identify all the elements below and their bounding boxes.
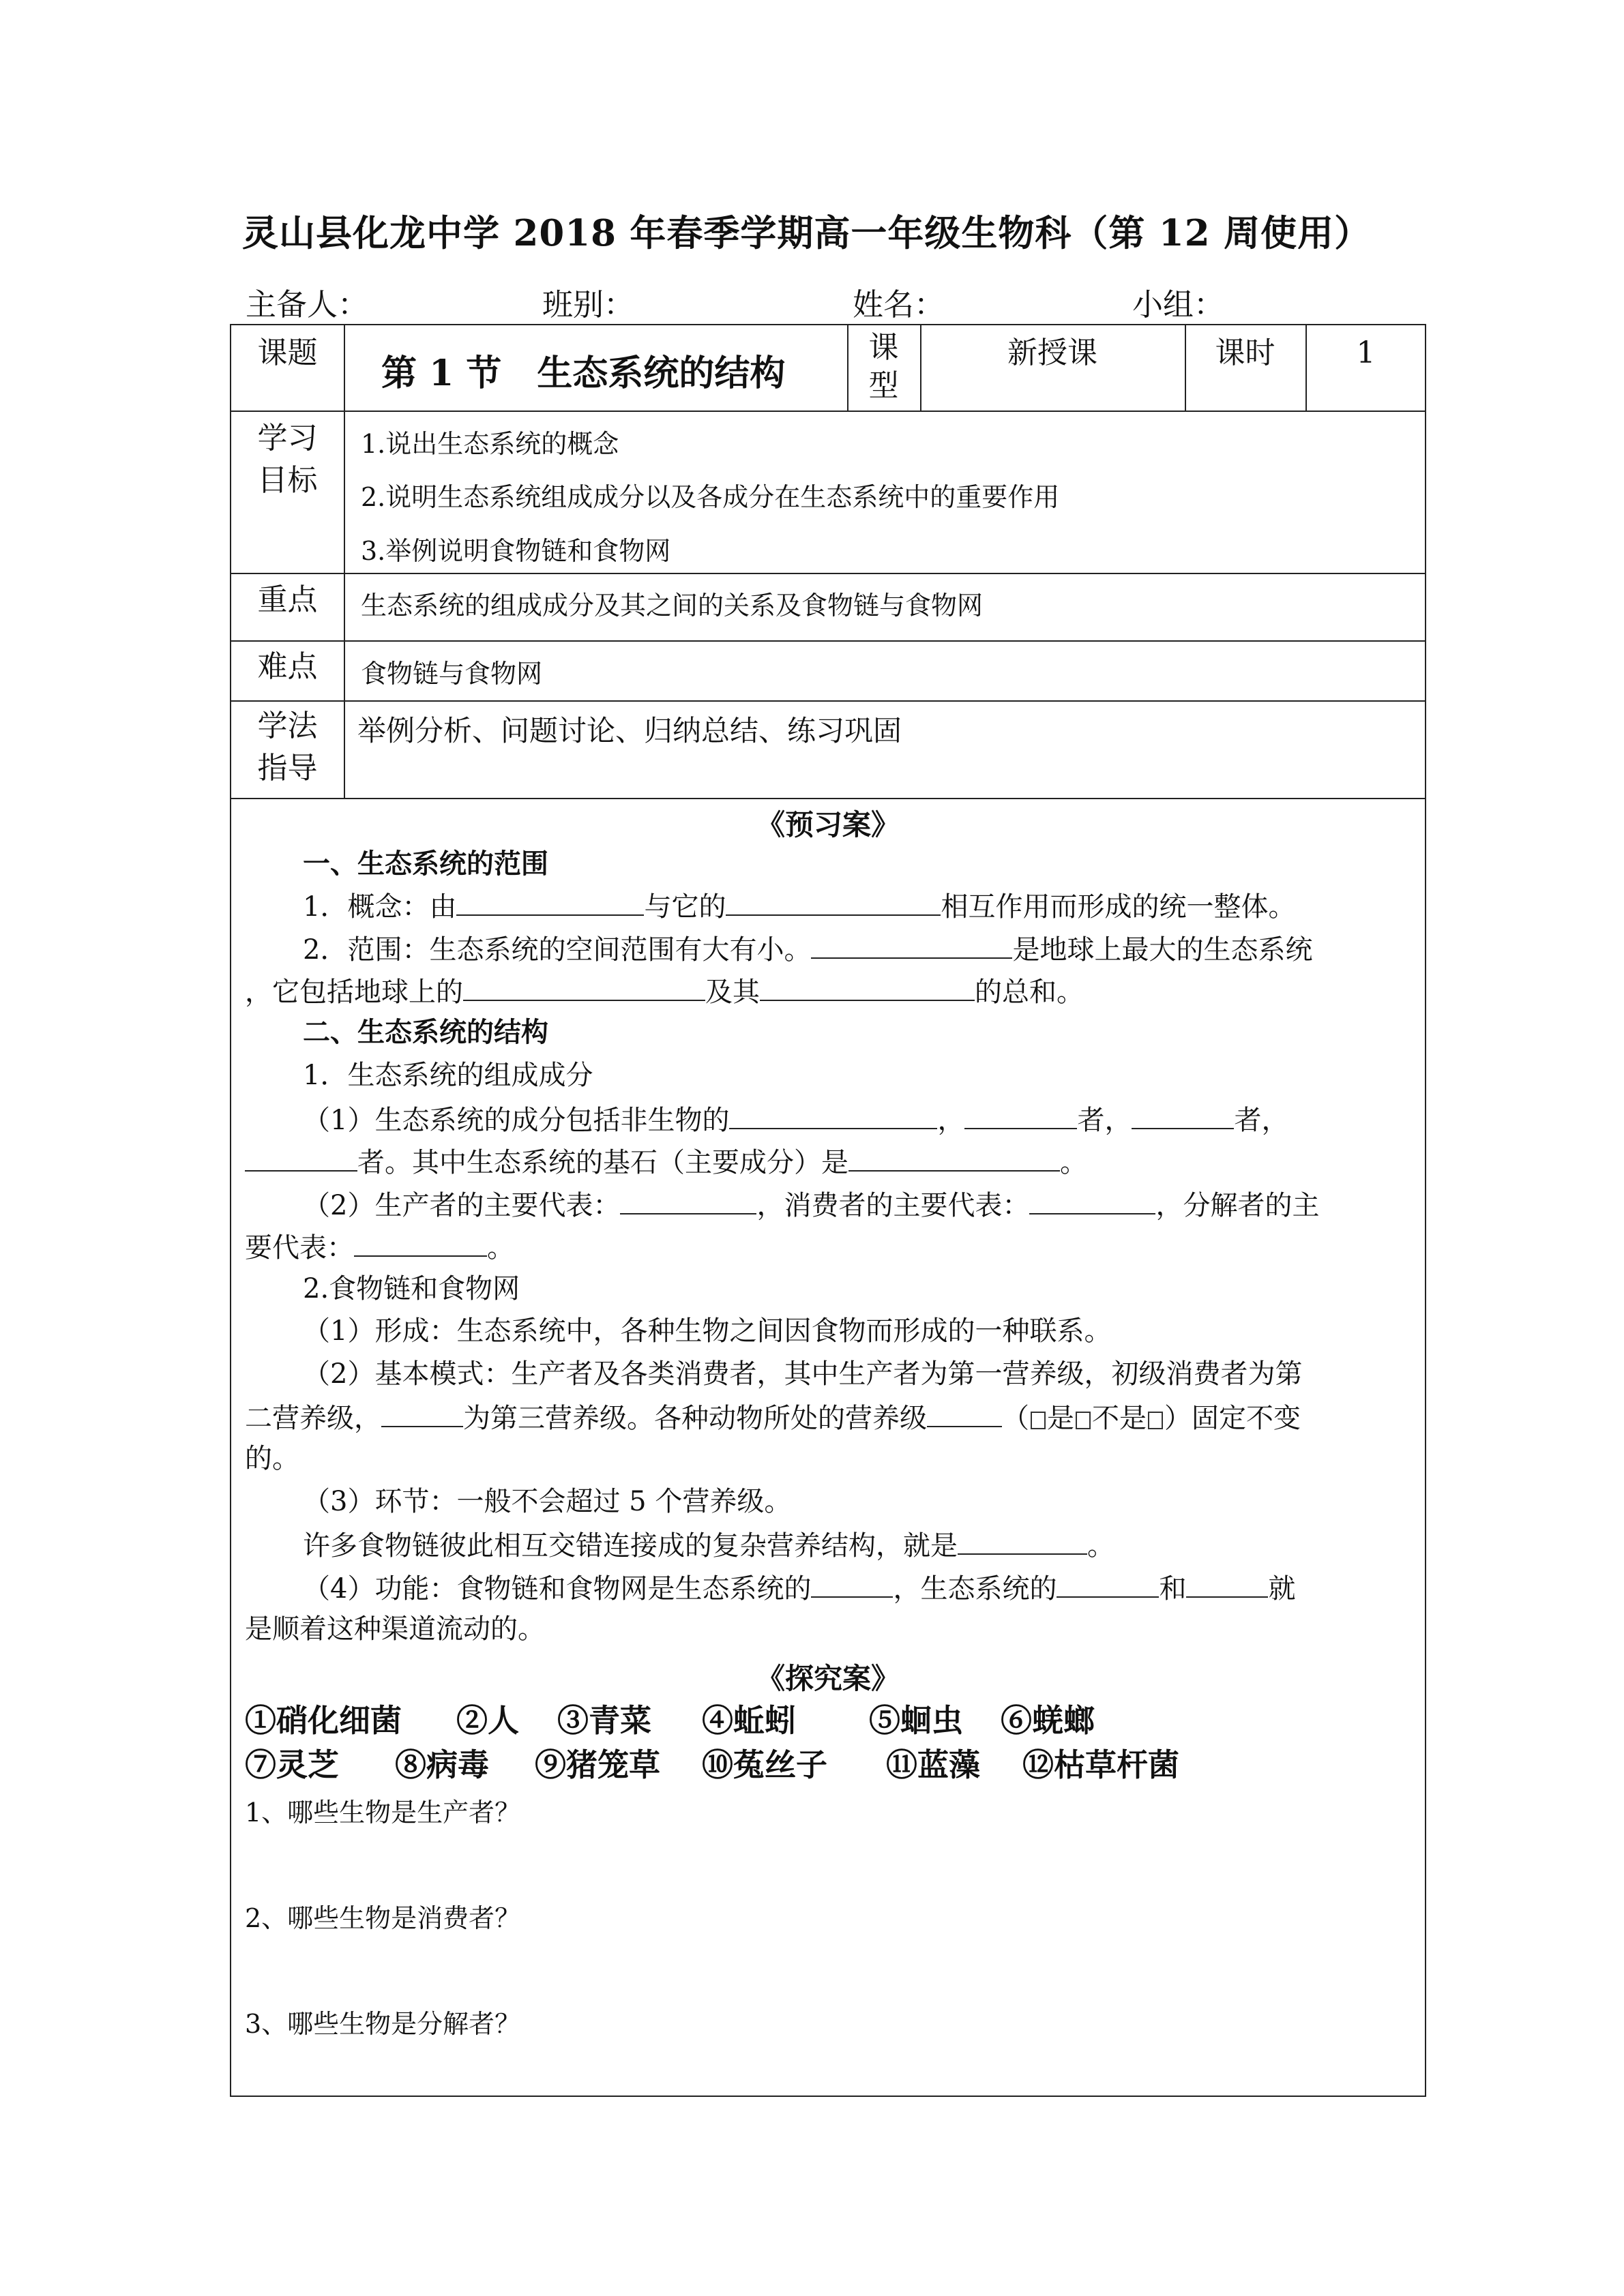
section-2-title: 二、生态系统的结构 [303,1016,548,1048]
preview-line: 要代表： 。 [245,1232,514,1264]
type-label: 课型 [868,330,899,403]
col-divider [344,325,345,798]
hours-label: 课时 [1215,336,1275,370]
group-label: 小组： [1132,286,1225,323]
preview-line: （1）形成：生态系统中，各种生物之间因食物而形成的一种联系。 [303,1315,1112,1347]
preview-line: 是顺着这种渠道流动的。 [245,1613,545,1645]
preview-line: ，它包括地球上的 及其 的总和。 [245,976,1084,1008]
preparer-label: 主备人： [246,286,369,323]
type-value: 新授课 [1007,336,1097,370]
goals-label-1: 学习 [257,421,318,456]
class-label: 班别： [542,286,635,323]
checkbox[interactable] [1031,1412,1046,1429]
organism-item: ③青菜 [557,1702,651,1739]
worksheet-table [230,324,1426,2097]
preview-line: 1．概念：由 与它的 相互作用而形成的统一整体。 [303,891,1296,923]
goal-item: 1.说出生态系统的概念 [361,429,619,459]
preview-line: （1）生态系统的成分包括非生物的 ， 者， 者， [303,1105,1289,1136]
organism-item: ⑦灵芝 [245,1746,339,1783]
method-label-2: 指导 [257,751,318,786]
organism-item: ⑤蛔虫 [869,1702,963,1739]
section-1-title: 一、生态系统的范围 [303,848,548,880]
difficulty-text: 食物链与食物网 [361,659,543,689]
key-label: 重点 [257,582,318,617]
preview-line: （4）功能：食物链和食物网是生态系统的 ，生态系统的 和 就 [303,1573,1296,1605]
subsection-title: 2.食物链和食物网 [303,1273,520,1304]
organism-item: ⑪蓝藻 [886,1746,980,1783]
row-divider [231,411,1425,412]
name-label: 姓名： [853,286,945,323]
inquiry-heading: 《探究案》 [756,1662,900,1695]
row-divider [231,640,1425,642]
row-divider [231,700,1425,702]
checkbox[interactable] [1148,1412,1163,1429]
topic-label: 课题 [257,336,318,370]
hours-value: 1 [1356,336,1376,370]
row-divider [231,798,1425,799]
preview-line: 的。 [245,1443,299,1474]
difficulty-label: 难点 [257,649,318,684]
preview-line: （2）基本模式：生产者及各类消费者，其中生产者为第一营养级，初级消费者为第 [303,1358,1303,1390]
organism-item: ⑧病毒 [395,1746,489,1783]
checkbox[interactable] [1076,1412,1091,1429]
method-label-1: 学法 [257,709,318,743]
row-divider [231,573,1425,574]
organism-item: ①硝化细菌 [245,1702,402,1739]
preview-line: 2．范围：生态系统的空间范围有大有小。 是地球上最大的生态系统 [303,934,1313,966]
goal-item: 2.说明生态系统组成成分以及各成分在生态系统中的重要作用 [361,482,1060,512]
organism-item: ⑨猪笼草 [535,1746,660,1783]
goal-item: 3.举例说明食物链和食物网 [361,536,671,566]
organism-item: ⑥蜣螂 [1001,1702,1095,1739]
page-title: 灵山县化龙中学 2018 年春季学期高一年级生物科（第 12 周使用） [242,212,1372,254]
goals-label-2: 目标 [257,463,318,498]
question-1: 1、哪些生物是生产者？ [245,1798,521,1828]
question-2: 2、哪些生物是消费者？ [245,1903,521,1933]
preview-line: 者。其中生态系统的基石（主要成分）是 。 [245,1147,1087,1176]
organism-item: ⑩菟丝子 [702,1746,827,1783]
preview-line: （2）生产者的主要代表： ，消费者的主要代表： ，分解者的主 [303,1190,1320,1221]
organism-item: ⑫枯草杆菌 [1022,1746,1179,1783]
preview-line: 二营养级， 为第三营养级。各种动物所处的营养级 （ 是 不是 ）固定不变 [245,1403,1301,1434]
organism-item: ④蚯蚓 [702,1702,796,1739]
preview-heading: 《预习案》 [756,808,900,841]
subsection-title: 1．生态系统的组成成分 [303,1060,593,1091]
method-text: 举例分析、问题讨论、归纳总结、练习巩固 [357,714,902,747]
preview-line: 许多食物链彼此相互交错连接成的复杂营养结构，就是 。 [303,1530,1114,1562]
question-3: 3、哪些生物是分解者？ [245,2009,521,2039]
key-text: 生态系统的组成成分及其之间的关系及食物链与食物网 [361,591,984,621]
lesson-title: 第 1 节 生态系统的结构 [381,353,786,394]
preview-line: （3）环节：一般不会超过 5 个营养级。 [303,1486,792,1517]
organism-item: ②人 [456,1702,519,1739]
